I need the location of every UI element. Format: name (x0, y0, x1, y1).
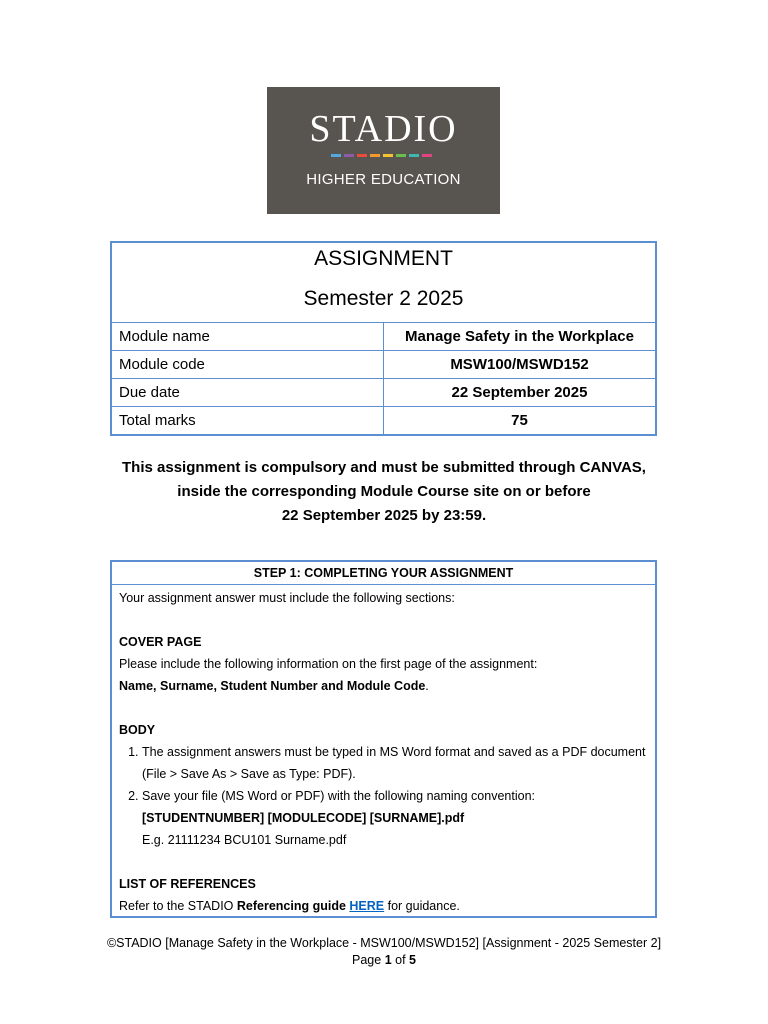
step1-content (112, 585, 655, 917)
naming-convention: [STUDENTNUMBER] [MODULECODE] [SURNAME].pdf (142, 811, 465, 825)
list-item: 1. The assignment answers must be typed in MS Word format and saved as a PDF document (File > Save As > Save as Type: PDF). (142, 741, 648, 785)
notice-line: 22 September 2025 by 23:59. (281, 507, 487, 524)
body-list (119, 741, 648, 851)
assignment-title: ASSIGNMENT (314, 247, 453, 270)
page-total: 5 (409, 953, 416, 967)
step1-intro: Your assignment answer must include the following sections: (119, 591, 455, 605)
stripe-segment (409, 154, 419, 157)
cover-page-fields: Name, Surname, Student Number and Module Code (119, 679, 426, 693)
logo-subtitle: HIGHER EDUCATION (306, 171, 461, 188)
cover-page-text: Please include the following information on the first page of the assignment: (119, 657, 538, 671)
cover-page-heading: COVER PAGE (119, 635, 202, 649)
stripe-segment (422, 154, 432, 157)
detail-label: Due date (112, 379, 384, 407)
page-number (0, 952, 768, 969)
naming-example: E.g. 21111234 BCU101 Surname.pdf (142, 833, 347, 847)
table-row (112, 379, 655, 407)
cover-page-fields-end: . (425, 679, 429, 693)
references-text (119, 895, 648, 917)
step1-box (110, 560, 657, 918)
detail-value: 75 (384, 407, 656, 435)
references-pre: Refer to the STADIO (119, 899, 237, 913)
references-bold: Referencing guide (236, 899, 346, 913)
page-of: of (391, 953, 410, 967)
step1-heading: STEP 1: COMPLETING YOUR ASSIGNMENT (112, 562, 655, 585)
cover-page-fields-line (119, 675, 648, 697)
page-current: 1 (384, 953, 392, 967)
semester-title: Semester 2 2025 (303, 287, 464, 310)
stripe-segment (357, 154, 367, 157)
references-post: for guidance. (384, 899, 460, 913)
page-footer (0, 935, 768, 969)
stripe-segment (383, 154, 393, 157)
stripe-segment (344, 154, 354, 157)
stadio-logo (267, 87, 500, 214)
table-row (112, 323, 655, 351)
stripe-segment (331, 154, 341, 157)
list-item (142, 785, 648, 851)
page-prefix: Page (352, 953, 385, 967)
detail-label: Module name (112, 323, 384, 351)
stripe-segment (396, 154, 406, 157)
detail-label: Module code (112, 351, 384, 379)
submission-notice (100, 456, 668, 528)
detail-value: 22 September 2025 (384, 379, 656, 407)
table-row (112, 407, 655, 435)
references-heading: LIST OF REFERENCES (119, 877, 256, 891)
referencing-guide-link[interactable]: HERE (349, 899, 385, 913)
notice-line: inside the corresponding Module Course site on or before (177, 483, 591, 500)
detail-label: Total marks (112, 407, 384, 435)
logo-color-stripe (331, 154, 435, 157)
notice-line: This assignment is compulsory and must be submitted through CANVAS, (122, 459, 646, 476)
footer-copyright: ©STADIO [Manage Safety in the Workplace - MSW100/MSWD152] [Assignment - 2025 Semester 2] (106, 936, 662, 950)
stripe-segment (370, 154, 380, 157)
body-heading: BODY (119, 723, 156, 737)
logo-brand: STADIO (309, 108, 458, 150)
detail-value: Manage Safety in the Workplace (384, 323, 656, 351)
module-details-table (112, 322, 655, 434)
assignment-info-box (110, 241, 657, 436)
table-row (112, 351, 655, 379)
detail-value: MSW100/MSWD152 (384, 351, 656, 379)
list-item-text: 2. Save your file (MS Word or PDF) with the following naming convention: (142, 789, 535, 803)
